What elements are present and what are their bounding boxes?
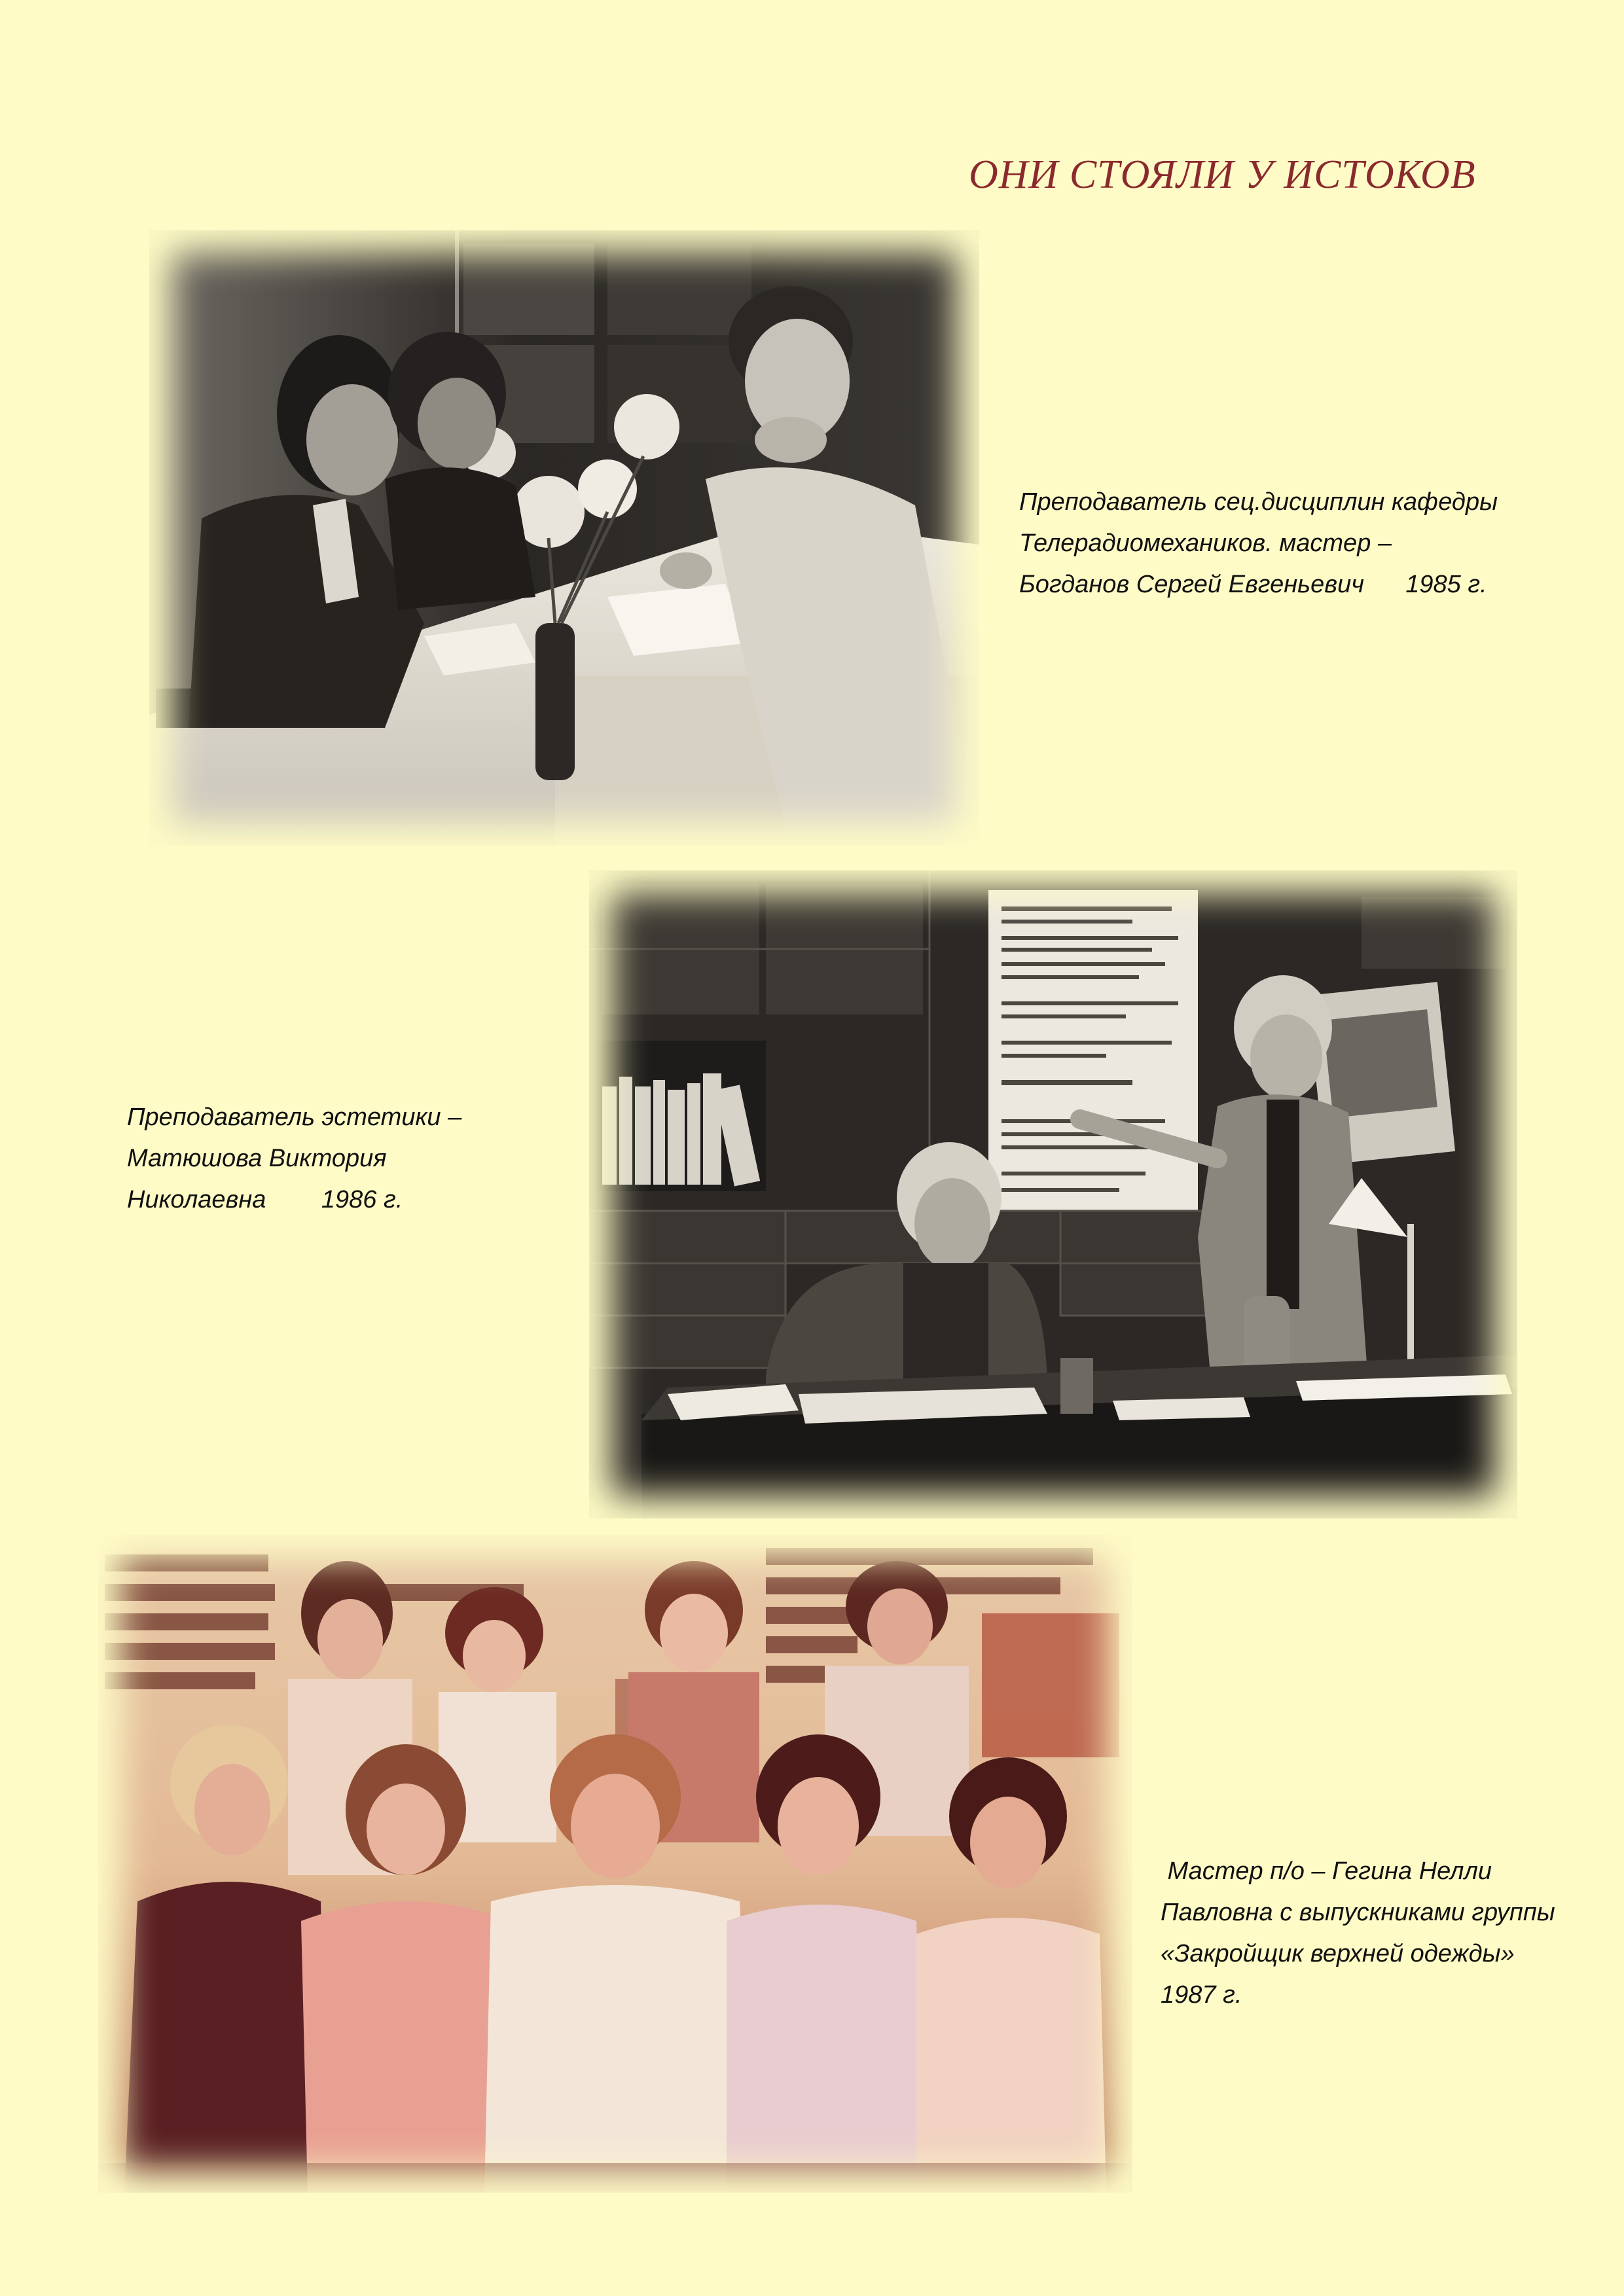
photo-gegina-group-1987 [98, 1535, 1132, 2193]
caption-gegina [1161, 1851, 1619, 2016]
caption-line: Мастер п/о – Гегина Нелли [1161, 1857, 1492, 1885]
caption-line: Богданов Сергей Евгеньевич 1985 г. [1019, 571, 1487, 598]
photo-bogdanov-1985 [149, 230, 979, 846]
caption-line: Матюшова Виктория [127, 1145, 387, 1172]
caption-line: Преподаватель сец.дисциплин кафедры [1019, 488, 1498, 516]
page-title: ОНИ СТОЯЛИ У ИСТОКОВ [969, 152, 1476, 197]
caption-matyushova [127, 1097, 552, 1221]
photo-matyushova-1986 [589, 870, 1517, 1518]
caption-line: Николаевна 1986 г. [127, 1186, 403, 1213]
caption-bogdanov [1019, 482, 1595, 605]
caption-line: «Закройщик верхней одежды» [1161, 1940, 1515, 1967]
caption-line: Павловна с выпускниками группы [1161, 1899, 1555, 1926]
caption-line: Преподаватель эстетики – [127, 1103, 462, 1131]
caption-line: 1987 г. [1161, 1981, 1242, 2009]
caption-line: Телерадиомехаников. мастер – [1019, 529, 1392, 557]
